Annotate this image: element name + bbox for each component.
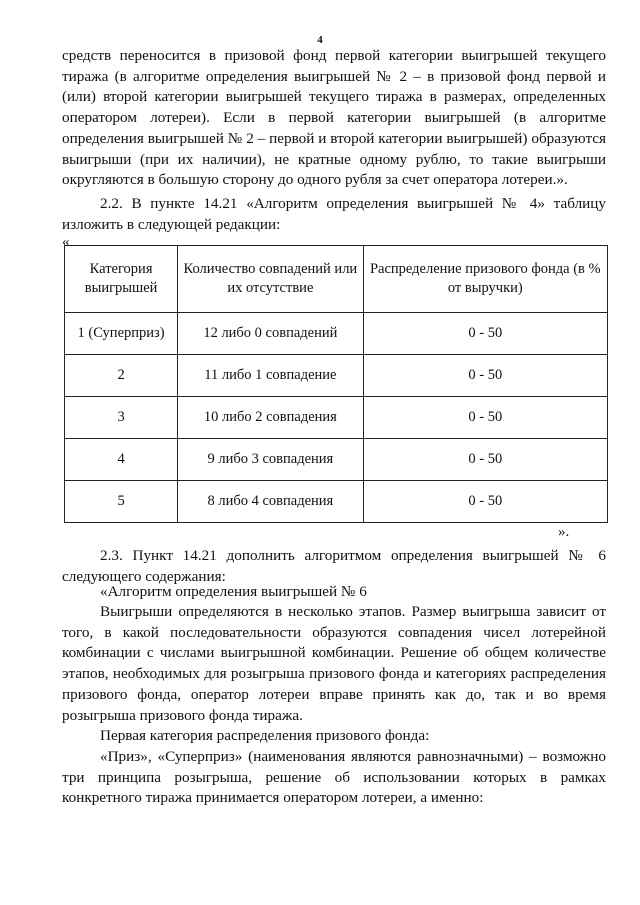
table-close-quote: ». xyxy=(558,524,570,540)
cell-distribution: 0 - 50 xyxy=(363,439,607,481)
page-number: 4 xyxy=(317,34,323,46)
table-open-quote: « xyxy=(62,234,70,250)
algorithm-title: «Алгоритм определения выигрышей № 6 xyxy=(100,583,367,600)
table-row xyxy=(65,355,608,397)
cell-distribution: 0 - 50 xyxy=(363,481,607,523)
principles-paragraph: «Приз», «Суперприз» (наименования являются равнозначными) – возможно три принципа розыгрыша, решение об использовании которых в рамках конкретного тиража принимается оператором лотереи, а именно: xyxy=(62,748,606,807)
cell-matches: 9 либо 3 совпадения xyxy=(178,439,363,481)
cell-category: 2 xyxy=(65,355,178,397)
cell-matches: 12 либо 0 совпадений xyxy=(178,313,363,355)
cell-distribution: 0 - 50 xyxy=(363,355,607,397)
cell-matches: 10 либо 2 совпадения xyxy=(178,397,363,439)
header-distribution: Распределение призового фонда (в % от выручки) xyxy=(363,246,607,313)
clause-2-3: 2.3. Пункт 14.21 дополнить алгоритмом определения выигрышей № 6 следующего содержания: xyxy=(62,547,606,585)
prize-distribution-table xyxy=(64,245,608,523)
intro-paragraph: средств переносится в призовой фонд первой категории выигрышей текущего тиража (в алгоритме определения выигрышей № 2 – в призовой фонд первой и (или) второй категории выигрышей текущего тиража в размерах, определенных оператором лотереи). Если в первой категории выигрышей (в алгоритме определения выигрышей № 2 – первой и второй категории выигрышей) образуются выигрыши (при их наличии), не кратные одному рублю, то такие выигрыши округляются в большую сторону до одного рубля за счет оператора лотереи.». xyxy=(62,47,606,189)
cell-category: 3 xyxy=(65,397,178,439)
table-header-row xyxy=(65,246,608,313)
clause-2-2: 2.2. В пункте 14.21 «Алгоритм определения выигрышей № 4» таблицу изложить в следующей редакции: xyxy=(62,195,606,233)
table-row xyxy=(65,481,608,523)
header-category: Категория выигрышей xyxy=(65,246,178,313)
cell-matches: 8 либо 4 совпадения xyxy=(178,481,363,523)
first-category-heading: Первая категория распределения призового фонда: xyxy=(100,727,430,744)
stages-paragraph: Выигрыши определяются в несколько этапов. Размер выигрыша зависит от того, в какой последовательности образуются совпадения чисел лотерейной комбинации с числами выигрышной комбинации. Решение об общем количестве этапов, необходимых для розыгрыша призового фонда и категориях распределения призового фонда, оператор лотереи вправе принять как до, так и во время розыгрыша призового фонда тиража. xyxy=(62,603,606,724)
cell-category: 5 xyxy=(65,481,178,523)
header-matches: Количество совпадений или их отсутствие xyxy=(178,246,363,313)
cell-category: 1 (Суперприз) xyxy=(65,313,178,355)
cell-matches: 11 либо 1 совпадение xyxy=(178,355,363,397)
cell-category: 4 xyxy=(65,439,178,481)
cell-distribution: 0 - 50 xyxy=(363,397,607,439)
table-row xyxy=(65,397,608,439)
table-row xyxy=(65,439,608,481)
table-row xyxy=(65,313,608,355)
cell-distribution: 0 - 50 xyxy=(363,313,607,355)
